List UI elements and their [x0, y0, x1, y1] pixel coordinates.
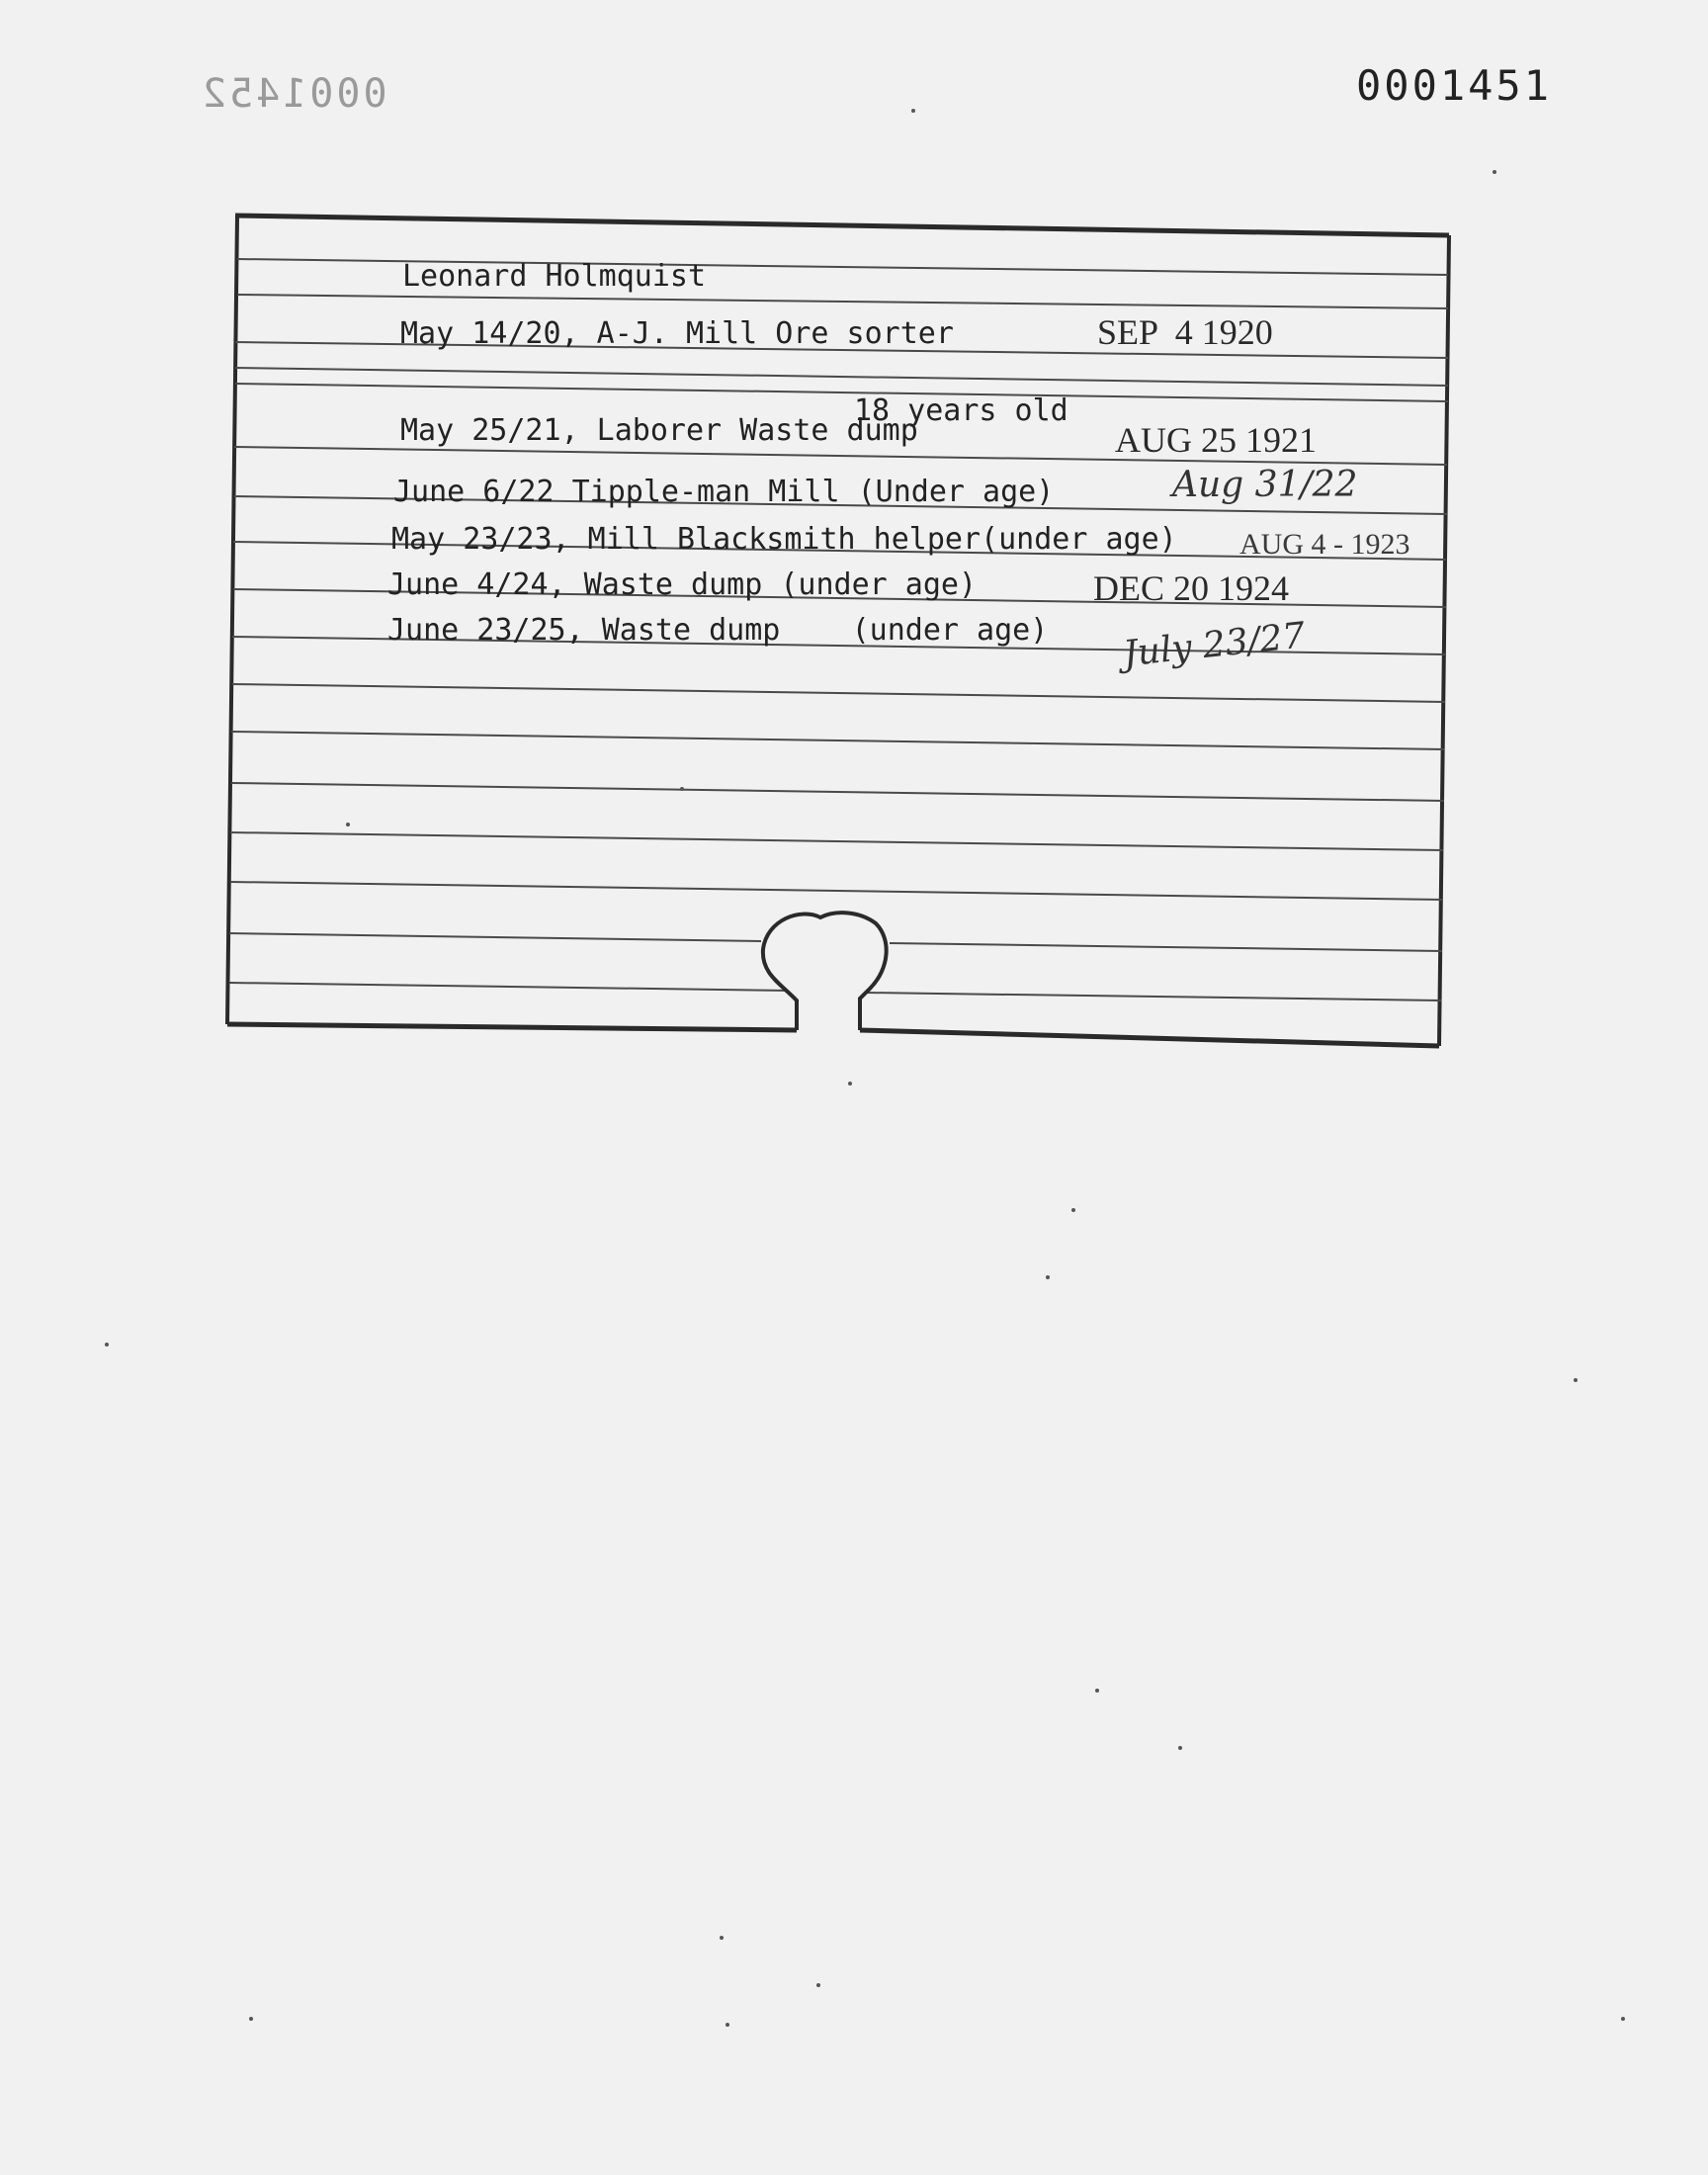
bleed-through-page-number: 0001452 [200, 71, 387, 117]
scan-speck [1046, 1275, 1050, 1279]
scan-speck [726, 2023, 729, 2027]
entry-5-typed: June 4/24, Waste dump (under age) [387, 567, 978, 602]
entry-6-typed: June 23/25, Waste dump (under age) [387, 613, 1049, 648]
entry-4-stamp: AUG 4 - 1923 [1239, 528, 1410, 561]
scan-speck [1095, 1689, 1099, 1693]
scan-speck [720, 1936, 724, 1940]
entry-6-handwritten: July 23/27 [1121, 615, 1308, 675]
scan-speck [105, 1343, 109, 1347]
scan-speck [816, 1983, 820, 1987]
entry-5-stamp: DEC 20 1924 [1093, 568, 1289, 608]
entry-2-stamp: AUG 25 1921 [1115, 420, 1317, 460]
entry-4-typed: May 23/23, Mill Blacksmith helper(under age) [391, 522, 1177, 557]
card-punch-notch [763, 913, 887, 1030]
scan-speck [346, 823, 350, 826]
entry-1-stamp: SEP 4 1920 [1097, 312, 1273, 352]
scan-speck [249, 2017, 253, 2021]
scan-speck [1178, 1746, 1182, 1750]
entry-1-typed: May 14/20, A-J. Mill Ore sorter [400, 316, 954, 351]
scan-speck [1621, 2017, 1625, 2021]
entry-2-note: 18 years old [854, 393, 1068, 428]
entry-2-typed: May 25/21, Laborer Waste dump [400, 413, 918, 448]
scan-speck [848, 1082, 852, 1086]
scan-speck [1071, 1208, 1075, 1212]
entry-3-typed: June 6/22 Tipple-man Mill (Under age) [393, 475, 1055, 509]
card-name: Leonard Holmquist [402, 259, 707, 294]
page-number: 0001451 [1356, 61, 1553, 110]
scan-speck [1574, 1378, 1578, 1382]
scan-speck [680, 787, 684, 791]
scan-speck [1493, 170, 1496, 174]
entry-3-handwritten: Aug 31/22 [1172, 465, 1358, 505]
scan-speck [911, 109, 915, 113]
